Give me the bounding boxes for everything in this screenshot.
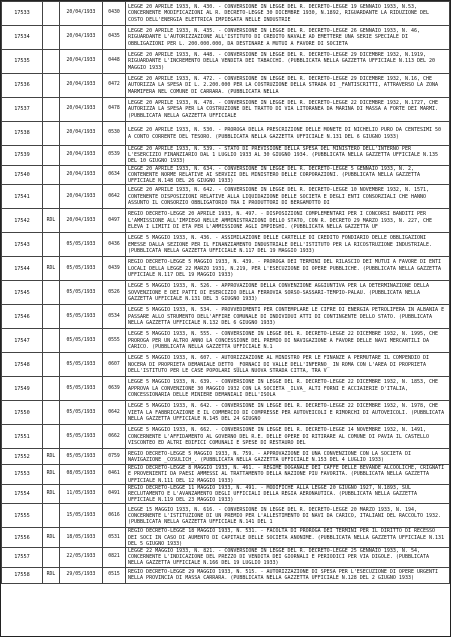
act-type [43,74,60,98]
table-row [2,2,450,26]
act-code: 0472 [103,74,126,98]
act-date: 05/05/1933 [60,449,103,465]
act-code: 0539 [103,146,126,166]
record-number: 17542 [2,209,43,233]
table-row [2,209,450,233]
act-description: REGIO DECRETO-LEGGE 20 APRILE 1933, N. 497. - DISPOSIZIONI COMPLEMENTARI PER I CONCORSI BANDITI PER L'AMMISSIONE ALL'IMPIEGO NELLE AMMINISTRAZIONI DELLO STATO, CON R. DECRETO 29 MARZO 1933, N. 227, CHE ELEVA I LIMITI DI ETA PER L'AMMISSIONE AGLI IMPIEGHI. (PUBBLICATA NELLA GAZZETTA UF [126,209,450,233]
act-code: 0821 [103,548,126,568]
act-description: REGIO DECRETO-LEGGE 29 MAGGIO 1933, N. 515. - AUTORIZZAZIONE DI SPESA PER L'ESECUZIONE DI OPERE URGENTI NELLA PROVINCIA DI MASSA CARRARA. (PUBBLICATA NELLA GAZZETTA UFFICIALE N.128 DEL 2 GIUGNO 1933) [126,567,450,583]
table-row [2,528,450,548]
act-date: 05/05/1933 [60,281,103,305]
act-date: 20/04/1933 [60,74,103,98]
act-description: LEGGE 5 MAGGIO 1933, N. 662. - CONVERSIONE IN LEGGE DEL R. DECRETO-LEGGE 14 NOVEMBRE 1932, N. 1491, CONCERNENTE L'AFFIDAMENTO AL GOVERNO DEL R.E. DELLE OPERE DI RITIRARE AL COMUNE DI PAVIA IL CASTELLO VISCONTEO ED ALTRI EDIFICI COMUNALI E SPESE DI RESTAURO DEL [126,425,450,449]
table-body [2,2,450,584]
act-type: RDL [43,449,60,465]
act-date: 11/05/1933 [60,484,103,504]
act-code: 0435 [103,26,126,50]
act-type [43,548,60,568]
table-row [2,567,450,583]
act-type [43,305,60,329]
record-number: 17540 [2,165,43,185]
act-code: 0616 [103,504,126,528]
act-description: LEGGE 20 APRILE 1933, N. 634. - CONVERSIONE IN LEGGE DEL R. DECRETO-LEGGE 5 GENNAIO 1933, N. 2, CONTENENTE NORME RELATIVE AI SERVIZI DEL MINISTERO DELLE CORPORAZIONI. (PUBBLICATA NELLA GAZZETTA UFFICIALE N.148 DEL 26 GIUGNO 1933) [126,165,450,185]
record-number: 17552 [2,449,43,465]
act-code: 0642 [103,185,126,209]
act-description: LEGGE 5 MAGGIO 1933, N. 436. - ASSIMILAZIONE DELLE CARTELLE DI CREDITO FONDIARIO DELLE OBBLIGAZIONI EMESSE DALLA SEZIONE PER IL FINANZIAMENTO INDUSTRIALE DELL'ISTITUTO PER LA RICOSTRUZIONE INDUSTRIALE. (PUBBLICATA NELLA GAZZETTA UFFICIALE N.117 DEL 19 MAGGIO 1933) [126,233,450,257]
act-description: LEGGE 20 APRILE 1933, N. 530. - PROROGA DELLA PRESCRIZIONE DELLE MONETE DI NICHELIO PURO DA CENTESIMI 50 A CONTO CORRENTE DEL TESORO. (PUBBLICATA NELLA GAZZETTA UFFICIALE N.131 DEL 6 GIUGNO 1933) [126,122,450,146]
record-number: 17535 [2,50,43,74]
act-type [43,329,60,353]
act-date: 15/05/1933 [60,504,103,528]
act-date: 20/04/1933 [60,2,103,26]
act-code: 0491 [103,484,126,504]
record-number: 17548 [2,353,43,377]
record-number: 17533 [2,2,43,26]
act-type [43,26,60,50]
act-code: 0759 [103,449,126,465]
act-description: LEGGE 20 APRILE 1933, N. 435. - CONVERSIONE IN LEGGE DEL R. DECRETO-LEGGE 26 GENNAIO 1933, N. 46, RIGUARDANTE L'AUTORIZZAZIONE ALL'ISTITUTO DI CREDITO NAVALE AD EMETTERE UNA SERIE SPECIALE DI OBBLIGAZIONI PER L. 200.000.000, DA DESTINARE A MUTUI A FAVORE DI SOCIETA [126,26,450,50]
record-number: 17551 [2,425,43,449]
act-type [43,377,60,401]
act-description: LEGGE 20 APRILE 1933, N. 478. - CONVERSIONE IN LEGGE DEL R. DECRETO-LEGGE 22 DICEMBRE 1932, N.1727, CHE AUTORIZZA LA SPESA PER LA COSTRUZIONE DEL TRATTO DI VIA LITORANEA DA MARINA DI MASSA A FORTE DEI MARMI. (PUBBLICATA NELLA GAZZETTA UFFICIALE [126,98,450,122]
table-row [2,305,450,329]
act-type [43,233,60,257]
record-number: 17544 [2,257,43,281]
act-date: 05/05/1933 [60,305,103,329]
record-number: 17543 [2,233,43,257]
act-description: LEGGE 20 APRILE 1933, N. 448. - CONVERSIONE IN LEGGE DEL R. DECRETO-LEGGE 29 DICEMBRE 1932, N.1919, RIGUARDANTE L'INCREMENTO DELLA VENDITA DEI TABACCHI. (PUBBLICATA NELLA GAZZETTA UFFICIALE N.113 DEL 20 MAGGIO 1933) [126,50,450,74]
table-row [2,329,450,353]
act-code: 0497 [103,209,126,233]
act-date: 20/04/1933 [60,185,103,209]
act-date: 20/04/1933 [60,165,103,185]
act-type: RDL [43,567,60,583]
act-type [43,98,60,122]
table-row [2,281,450,305]
act-type [43,50,60,74]
act-date: 20/04/1933 [60,146,103,166]
act-code: 0439 [103,257,126,281]
table-row [2,26,450,50]
act-description: REGIO DECRETO-LEGGE 8 MAGGIO 1933, N. 461. - REGIME DOGANALE DEI CAFFE DELLE BEVANDE ALCOOLICHE, CRIGNATI E PROVENIENTI DA PAESI AMMESSI AL TRATTAMENTO DELLA NAZIONE PIU FAVORITA. (PUBBLICATA NELLA GAZZETTA UFFICIALE N.111 DEL 12 MAGGIO 1933) [126,465,450,485]
act-code: 0448 [103,50,126,74]
act-description: REGIO DECRETO-LEGGE 11 MAGGIO 1933, N. 491. - MODIFICHE ALLA LEGGE 20 GIUGNO 1927, N.1893, SUL RECLUTAMENTO E L'AVANZAMENTO DEGLI UFFICIALI DELLA REGIA AERONAUTICA. (PUBBLICATA NELLA GAZZETTA UFFICIALE N.119 DEL 23 MAGGIO 1933) [126,484,450,504]
table-row [2,122,450,146]
table-row [2,353,450,377]
act-type [43,425,60,449]
table-row [2,146,450,166]
table-row [2,50,450,74]
table-row [2,377,450,401]
act-code: 0531 [103,528,126,548]
record-number: 17555 [2,504,43,528]
act-code: 0515 [103,567,126,583]
act-code: 0607 [103,353,126,377]
act-code: 0430 [103,2,126,26]
record-number: 17539 [2,146,43,166]
record-number: 17553 [2,465,43,485]
act-date: 08/05/1933 [60,465,103,485]
act-description: LEGGE 5 MAGGIO 1933, N. 639. - CONVERSIONE IN LEGGE DEL R. DECRETO-LEGGE 22 DICEMBRE 1932, N. 1853, CHE APPROVA LA CONVENZIONE 30 MAGGIO 1932 CON LA SOCIETA _ILVA_ ALTI FORNI E ACCIAIERIE D'ITALIA, CONCESSIONARIA DELLE MINIERE DEMANIALI DELL'ISOLA [126,377,450,401]
act-description: LEGGE 5 MAGGIO 1933, N. 642. - CONVERSIONE IN LEGGE DEL R. DECRETO-LEGGE 22 DICEMBRE 1932, N. 1978, CHE VIETA LA FABBRICAZIONE E IL COMMERCIO DI COMPRESSE PER AUTOVEICOLI E RIMORCHI DI AUTOVEICOLI. (PUBBLICATA NELLA GAZZETTA UFFICIALE N.145 DEL 24 GIUGNO [126,401,450,425]
act-description: REGIO DECRETO-LEGGE 5 MAGGIO 1933, N. 759. - APPROVAZIONE DI UNA CONVENZIONE CON LA SOCIETA DI NAVIGAZIONE _COSULICH_. (PUBBLICATA NELLA GAZZETTA UFFICIALE N.153 DEL 4 LUGLIO 1933) [126,449,450,465]
record-number: 17538 [2,122,43,146]
record-number: 17547 [2,329,43,353]
act-code: 0555 [103,329,126,353]
act-date: 20/04/1933 [60,122,103,146]
act-code: 0478 [103,98,126,122]
act-date: 20/04/1933 [60,98,103,122]
table-row [2,484,450,504]
record-number: 17541 [2,185,43,209]
act-date: 05/05/1933 [60,401,103,425]
act-description: REGIO DECRETO-LEGGE 5 MAGGIO 1933, N. 439. - PROROGA DEI TERMINI DEL RILASCIO DEI MUTUI A FAVORE DI ENTI LOCALI DELLA LEGGE 22 MARZO 1931, N.219, PER L'ESECUZIONE DI OPERE PUBBLICHE. (PUBBLICATA NELLA GAZZETTA UFFICIALE N.117 DEL 19 MAGGIO 1933) [126,257,450,281]
act-description: LEGGE 20 APRILE 1933, N. 539. - STATO DI PREVISIONE DELLA SPESA DEL MINISTERO DELL'INTERNO PER L'ESERCIZIO FINANZIARIO DAL 1 LUGLIO 1933 AL 30 GIUGNO 1934. (PUBBLICATA NELLA GAZZETTA UFFICIALE N.135 DEL 10 GIUGNO 1933) [126,146,450,166]
act-code: 0436 [103,233,126,257]
act-code: 0662 [103,425,126,449]
act-type: RDL [43,484,60,504]
legislation-table [1,1,450,584]
act-date: 05/05/1933 [60,329,103,353]
table-row [2,98,450,122]
table-row [2,74,450,98]
table-row [2,257,450,281]
act-description: LEGGE 5 MAGGIO 1933, N. 526. - APPROVAZIONE DELLA CONVENZIONE AGGIUNTIVA PER LA DETERMINAZIONE DELLA SOVVENZIONE E DEI PATTI DI ESERCIZIO DELLA FERROVIA SORSO-SASSARI-TEMPIO-PALAU. (PUBBLICATA NELLA GAZZETTA UFFICIALE N.131 DEL 3 GIUGNO 1933) [126,281,450,305]
record-number: 17536 [2,74,43,98]
act-type: RDL [43,209,60,233]
table-row [2,465,450,485]
act-description: LEGGE 5 MAGGIO 1933, N. 555. - CONVERSIONE IN LEGGE DEL R. DECRETO-LEGGE 22 DICEMBRE 1932, N. 1995, CHE PROROGA PER UN ALTRO ANNO LA CONCESSIONE DEL PREMIO DI NAVIGAZIONE A FAVORE DELLE NAVI MERCANTILI DA CARICO. (PUBBLICATA NELLA GAZZETTA UFFICIALE N.1 [126,329,450,353]
act-date: 05/05/1933 [60,257,103,281]
act-type [43,504,60,528]
record-number: 17537 [2,98,43,122]
act-type [43,165,60,185]
act-type [43,281,60,305]
act-type [43,122,60,146]
record-number: 17545 [2,281,43,305]
record-number: 17556 [2,528,43,548]
table-row [2,165,450,185]
act-code: 0461 [103,465,126,485]
act-type [43,146,60,166]
act-type: RDL [43,528,60,548]
act-description: LEGGE 20 APRILE 1933, N. 472. - CONVERSIONE IN LEGGE DEL R. DECRETO-LEGGE 29 DICEMBRE 1932, N.16, CHE AUTORIZZA LA SPESA DI L. 2.200.000 PER LA COSTRUZIONE DELLA STRADA DI _FANTISCRITTI, ATTRAVERSO LA ZONA MARMIFERA NEL COMUNE DI CARRARA. (PUBBLICATA NELLA [126,74,450,98]
act-type: RDL [43,257,60,281]
table-row [2,401,450,425]
act-date: 05/05/1933 [60,233,103,257]
act-code: 0526 [103,281,126,305]
act-type [43,401,60,425]
act-description: LEGGE 20 APRILE 1933, N. 642. - CONVERSIONE IN LEGGE DEL R. DECRETO-LEGGE 10 NOVEMBRE 1932, N. 1571, CONTENENTE DISPOSIZIONI RELATIVE ALLA LIQUIDAZIONE DELLE SOCIETA E DEGLI ENTI CONSORZIALI CHE HANNO ASSUNTO IL CONSORZIO OBBLIGATORIO TRA I PRODUTTORI DI BERGAMOTTO DI [126,185,450,209]
act-code: 0642 [103,401,126,425]
table-row [2,233,450,257]
act-date: 20/04/1933 [60,50,103,74]
act-type: RDL [43,465,60,485]
act-code: 0534 [103,305,126,329]
record-number: 17557 [2,548,43,568]
record-number: 17546 [2,305,43,329]
record-number: 17534 [2,26,43,50]
record-number: 17550 [2,401,43,425]
record-number: 17554 [2,484,43,504]
act-date: 20/04/1933 [60,26,103,50]
act-code: 0639 [103,377,126,401]
act-type [43,2,60,26]
act-description: LEGGE 20 APRILE 1933, N. 430. - CONVERSIONE IN LEGGE DEL R. DECRETO-LEGGE 19 GENNAIO 1933, N.53, CONCERNENTE MODIFICAZIONI AL R. DECRETO-LEGGE 30 DICEMBRE 1930, N.1892, RIGUARDANTE LA RIDUZIONE DEL COSTO DELL'ENERGIA ELETTRICA IMPIEGATA NELLE INDUSTRIE [126,2,450,26]
act-date: 05/05/1933 [60,377,103,401]
table-row [2,504,450,528]
record-number: 17549 [2,377,43,401]
act-date: 18/05/1933 [60,528,103,548]
act-date: 05/05/1933 [60,425,103,449]
table-row [2,449,450,465]
act-description: LEGGE 15 MAGGIO 1933, N. 616. - CONVERSIONE IN LEGGE DEL R. DECRETO-LEGGE 20 MARZO 1933, N. 194, CONCERNENTE L'ISTITUZIONE DI UN PREMIO PER L'ALLESTIMENTO DI NAVI DA CARICO, ITALIANI DEL RACCOLTO 1932. (PUBBLICATA NELLA GAZZETTA UFFICIALE N.141 DEL 1 [126,504,450,528]
act-code: 0530 [103,122,126,146]
act-type [43,353,60,377]
act-description: LEGGE 5 MAGGIO 1933, N. 534. - PROVVEDIMENTI PER CONTEMPLARE LE CIFRE DI ENERGIA PETROLIFERA IN ALBANIA E PASSARE ALLO STRUMENTO DELL'AFFIRE COMUNALE DI INDIVIDUI ATTI DI CONTINGENTE DELLO STATO. (PUBBLICATA NELLA GAZZETTA UFFICIALE N.132 DEL 6 GIUGNO 1933) [126,305,450,329]
act-description: REGIO DECRETO-LEGGE 18 MAGGIO 1933, N. 531. - FACOLTA DI PROROGA DEI TERMINI PER IL DIRITTO DI RECESSO DEI SOCI IN CASO DI AUMENTO DI CAPITALE DELLE SOCIETA ANONIME. (PUBBLICATA NELLA GAZZETTA UFFICIALE N.131 DEL 5 GIUGNO 1933) [126,528,450,548]
act-code: 0634 [103,165,126,185]
act-date: 20/04/1933 [60,209,103,233]
act-description: LEGGE 5 MAGGIO 1933, N. 607. - AUTORIZZAZIONE AL MINISTRO PER LE FINANZE A PERMUTARE IL COMPENDIO DI NOCERA DI PROPRIETA DEMANIALE DETTO _FORNACI DI VALLE DELL'INFERNO_ IN ROMA CON L'AREA DI PROPRIETA DELL'ISTITUTO PER LE CASE POPOLARI SULLA NUOVA STRADA CITTA, TRA V [126,353,450,377]
table-row [2,425,450,449]
record-number: 17558 [2,567,43,583]
act-type [43,185,60,209]
act-description: LEGGE 22 MAGGIO 1933, N. 821. - CONVERSIONE IN LEGGE DEL R. DECRETO-LEGGE 25 GENNAIO 1933, N. 54, CONCERNENTE L'INDICAZIONE DEL PREZZO DI VENDITA DEI GIORNALI E PERIODICI PER VIA DIGOLE. (PUBBLICATA NELLA GAZZETTA UFFICIALE N.166 DEL 19 LUGLIO 1933) [126,548,450,568]
table-row [2,185,450,209]
table-row [2,548,450,568]
act-date: 29/05/1933 [60,567,103,583]
act-date: 05/05/1933 [60,353,103,377]
act-date: 22/05/1933 [60,548,103,568]
